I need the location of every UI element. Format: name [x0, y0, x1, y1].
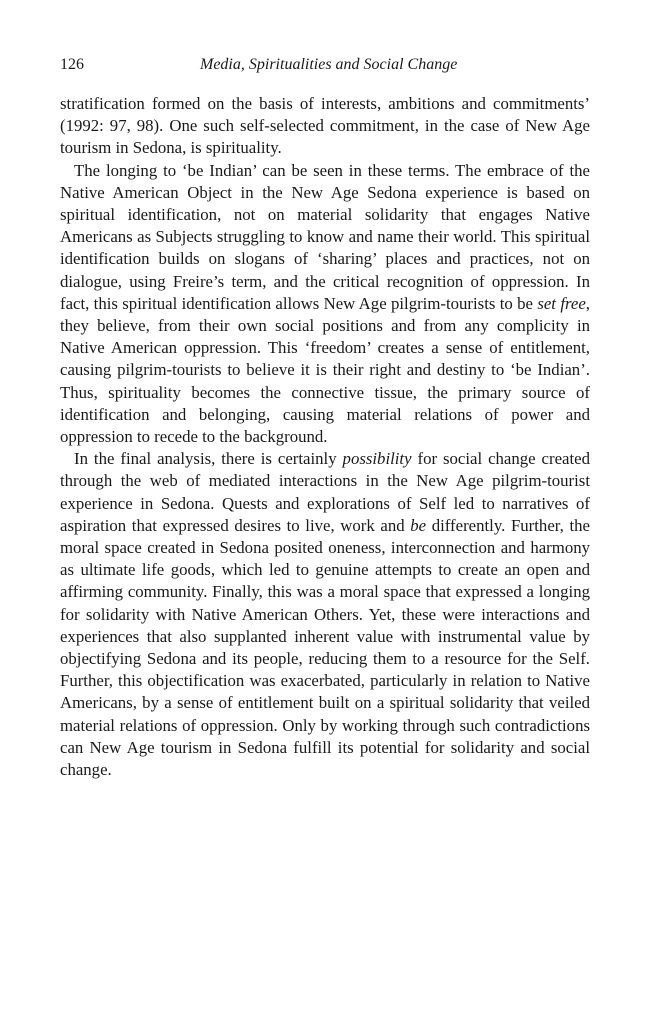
- running-title: Media, Spiritualities and Social Change: [200, 56, 458, 73]
- italic-phrase: possibility: [342, 449, 412, 469]
- body-text: [60, 93, 590, 781]
- text-segment: The longing to ‘be Indian’ can be seen in these terms. The embrace of the Native American Object in the New Age Sedona experience is based on spiritual identification, not on material solidarity that engages Native Americans as Subjects struggling to know and name their world. This spiritual identification builds on slogans of ‘sharing’ places and practices, not on dialogue, using Freire’s term, and the critical recognition of oppression. In fact, this spiritual identification allows New Age pilgrim-tourists to be: [60, 160, 590, 313]
- paragraph-3: [60, 448, 590, 781]
- paragraph-1: [60, 93, 590, 160]
- page-number: 126: [60, 56, 84, 73]
- text-segment: In the final analysis, there is certainly: [74, 449, 343, 469]
- italic-phrase: set free: [537, 293, 586, 313]
- paragraph-2: [60, 160, 590, 449]
- text-segment: , they believe, from their own social positions and from any complicity in Native American oppression. This ‘freedom’ creates a sense of entitlement, causing pilgrim-tourists to believe it is their right and destiny to ‘be Indian’. Thus, spirituality becomes the connective tissue, the primary source of identification and belonging, causing material relations of power and oppression to recede to the background.: [60, 293, 590, 447]
- text-segment: differently. Further, the moral space created in Sedona posited oneness, interconnection and harmony as ultimate life goods, which led to genuine attempts to create an open and affirming community. Finally, this was a moral space that expressed a longing for solidarity with Native American Others. Yet, these were interactions and experiences that also supplanted inherent value with instrumental value by objectifying Sedona and its people, reducing them to a resource for the Self. Further, this objectification was exacerbated, particularly in relation to Native Americans, by a sense of entitlement built on a spiritual solidarity that veiled material relations of oppression. Only by working through such contradictions can New Age tourism in Sedona fulfill its potential for solidarity and social change.: [60, 515, 590, 780]
- text-segment: for social change created through the web of mediated interactions in the New Age pilgrim-tourist experience in Sedona. Quests and explorations of Self led to narratives of aspiration that expressed desires to live, work and: [60, 449, 590, 535]
- italic-phrase: be: [410, 515, 427, 535]
- book-page: [60, 52, 590, 781]
- text-segment: stratification formed on the basis of interests, ambitions and commitments’ (1992: 97, 98). One such self-selected commitment, in the case of New Age tourism in Sedona, is spirituality.: [60, 94, 590, 158]
- running-head: [60, 52, 590, 78]
